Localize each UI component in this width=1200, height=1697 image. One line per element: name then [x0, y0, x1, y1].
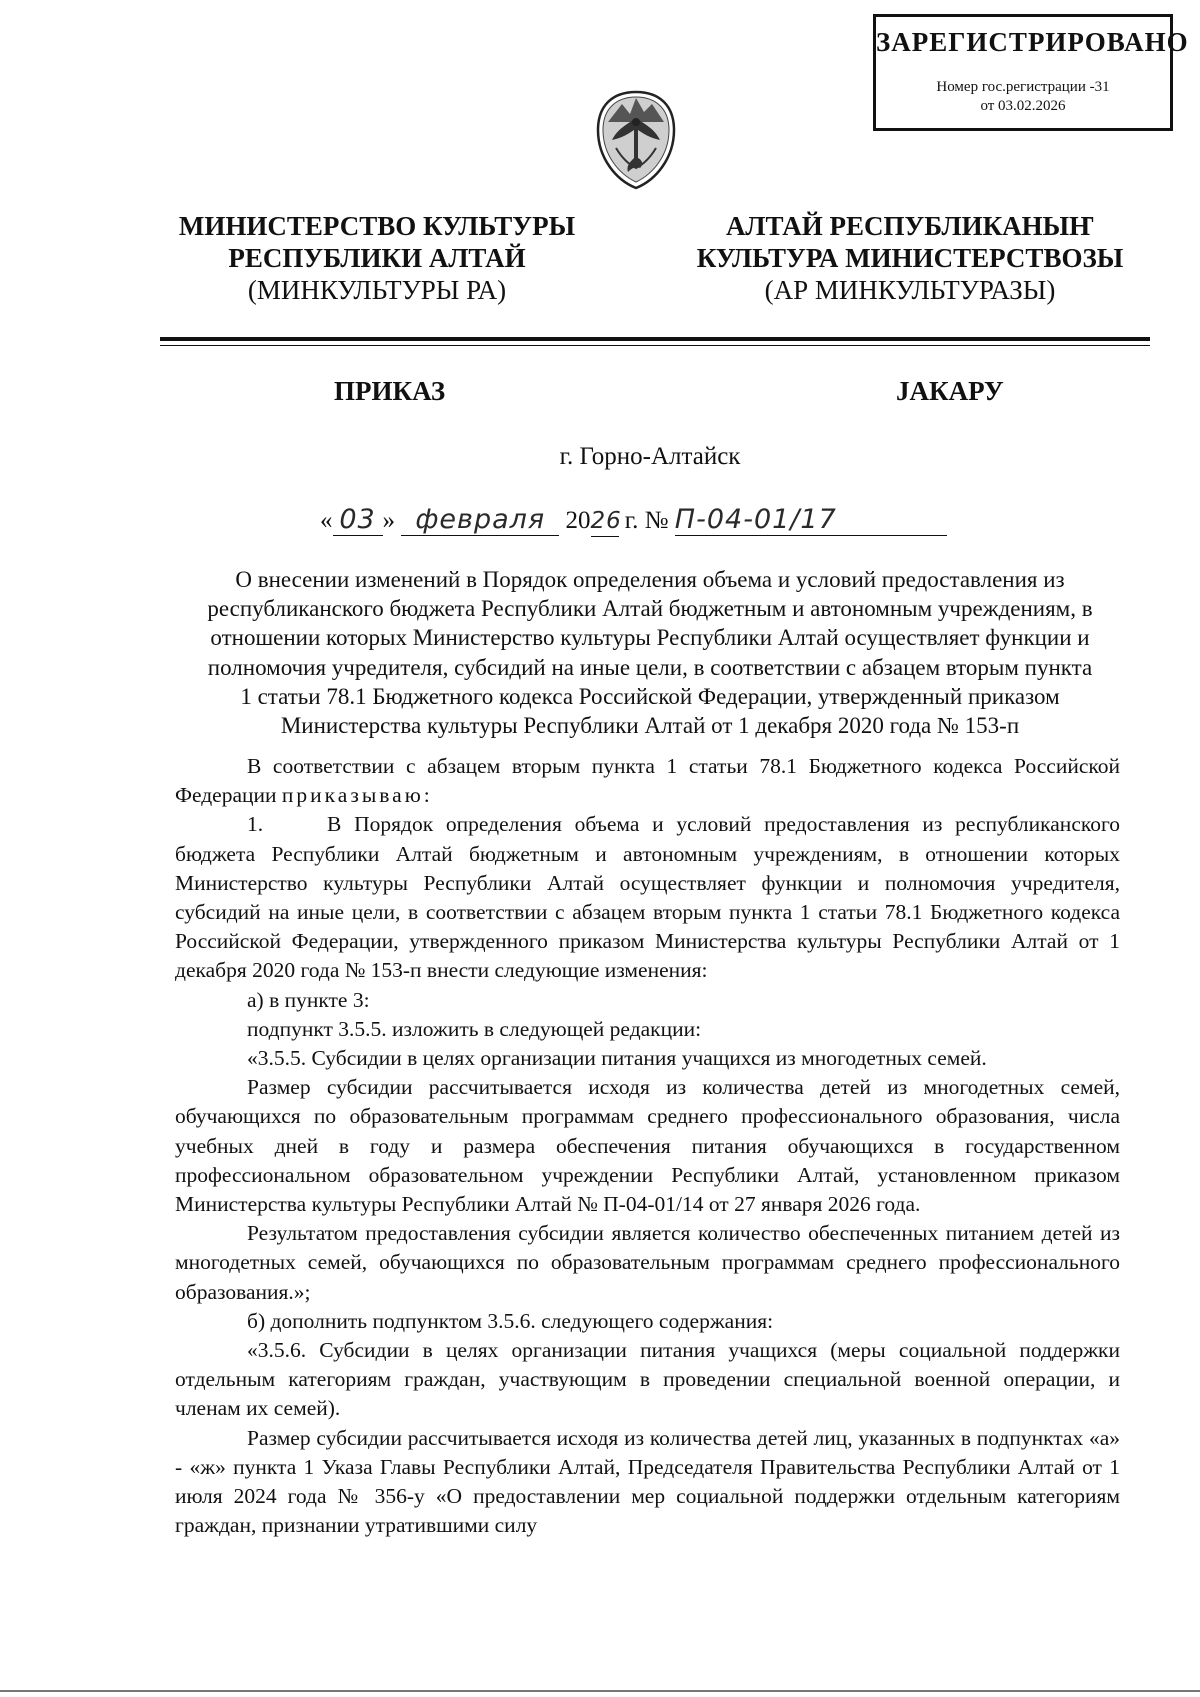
stamp-date: от 03.02.2026	[980, 98, 1066, 114]
stamp-title: ЗАРЕГИСТРИРОВАНО	[876, 27, 1189, 57]
registration-stamp	[873, 14, 1189, 131]
clause-3-5-6-size: Размер субсидии рассчитывается исходя из количества детей лиц, указанных в подпунктах «а» - «ж» пункта 1 Указа Главы Республики Алтай, Председателя Правительства Республики Алтай от 1 июля 2024 года № 356-у «О предоставлении мер социальной поддержки отдельным категориям граждан, признании утратившими силу	[175, 1425, 1120, 1538]
org-left-line3: (МИНКУЛЬТУРЫ РА)	[247, 275, 507, 305]
title-line: Министерства культуры Республики Алтай от 1 декабря 2020 года № 153-п	[280, 713, 1020, 739]
order-day: 03	[333, 505, 383, 536]
header-rule-thin	[160, 345, 1150, 346]
clause-3-5-6: «3.5.6. Субсидии в целях организации питания учащихся (меры социальной поддержки отдельным категориям граждан, участвующим в проведении специальной военной операции, и членам их семей).	[175, 1338, 1120, 1421]
subpoint-a: а) в пункте 3:	[247, 987, 370, 1012]
year-prefix: 20	[565, 507, 591, 534]
point-1-text: В Порядок определения объема и условий предоставления из республиканского бюджета Республики Алтай бюджетным и автономным учреждениям, в отношении которых Министерство культуры Республики Алтай осуществляет функции и полномочия учредителя, субсидий на иные цели, в соответствии с абзацем вторым пункта 1 статьи 78.1 Бюджетного кодекса Российской Федерации, утвержденного приказом Министерства культуры Республики Алтай от 1 декабря 2020 года № 153-п внести следующие изменения:	[175, 812, 1120, 983]
clause-3-5-5-size: Размер субсидии рассчитывается исходя из количества детей из многодетных семей, обучающихся по образовательным программам среднего профессионального образования, числа учебных дней в году и размера обеспечения питания обучающихся в государственном профессиональном образовательном учреждении Республики Алтай, установленном приказом Министерства культуры Республики Алтай № П-04-01/14 от 27 января 2026 года.	[175, 1075, 1120, 1217]
title-line: республиканского бюджета Республики Алтай бюджетным и автономным учреждениям, в	[207, 596, 1093, 622]
org-name-altai	[680, 210, 1140, 306]
coat-of-arms-icon	[592, 88, 680, 190]
document-body	[175, 752, 1120, 1540]
order-word: приказываю:	[281, 783, 433, 808]
point-1	[175, 810, 1120, 985]
intro-paragraph	[175, 752, 1120, 810]
org-left-line2: РЕСПУБЛИКИ АЛТАЙ	[228, 243, 526, 273]
org-right-line2: КУЛЬТУРА МИНИСТЕРСТВОЗЫ	[696, 243, 1124, 273]
year-label: г. №	[624, 507, 669, 534]
subpoint-a-instruction: подпункт 3.5.5. изложить в следующей редакции:	[247, 1016, 702, 1041]
clause-3-5-5: «3.5.5. Субсидии в целях организации питания учащихся из многодетных семей.	[247, 1046, 987, 1071]
title-line: отношении которых Министерство культуры Республики Алтай осуществляет функции и	[210, 625, 1090, 651]
org-left-line1: МИНИСТЕРСТВО КУЛЬТУРЫ	[178, 211, 576, 241]
title-line: полномочия учредителя, субсидий на иные цели, в соответствии с абзацем вторым пункта	[207, 654, 1093, 680]
open-quote: «	[320, 507, 333, 534]
scan-edge-line	[0, 1690, 1200, 1692]
header-rule-thick	[160, 337, 1150, 341]
subpoint-b: б) дополнить подпунктом 3.5.6. следующего содержания:	[247, 1308, 774, 1333]
org-right-line1: АЛТАЙ РЕСПУБЛИКАНЫҤ	[725, 211, 1095, 241]
year-suffix: 26	[591, 506, 619, 537]
order-title-russian: ПРИКАЗ	[334, 376, 446, 406]
city: г. Горно-Алтайск	[559, 443, 741, 470]
org-name-russian	[147, 210, 607, 306]
title-line: 1 статьи 78.1 Бюджетного кодекса Российской Федерации, утвержденный приказом	[240, 683, 1060, 709]
stamp-number: Номер гос.регистрации -31	[936, 79, 1110, 95]
org-right-line3: (АР МИНКУЛЬТУРАЗЫ)	[764, 275, 1056, 305]
order-date-row	[320, 505, 947, 539]
order-month: февраля	[401, 505, 559, 536]
clause-3-5-5-result: Результатом предоставления субсидии является количество обеспеченных питанием детей из многодетных семей, обучающихся по образовательным программам среднего профессионального образования.»;	[175, 1221, 1120, 1304]
order-title-altai: ЈАКАРУ	[896, 376, 1004, 406]
order-number: П-04-01/17	[675, 505, 947, 536]
title-line: О внесении изменений в Порядок определения объема и условий предоставления из	[235, 567, 1065, 592]
document-title	[175, 565, 1125, 740]
close-quote: »	[382, 507, 395, 534]
intro-text: В соответствии с абзацем вторым пункта 1 статьи 78.1 Бюджетного кодекса Российской Федерации	[175, 754, 1120, 808]
point-1-number: 1.	[247, 812, 264, 837]
